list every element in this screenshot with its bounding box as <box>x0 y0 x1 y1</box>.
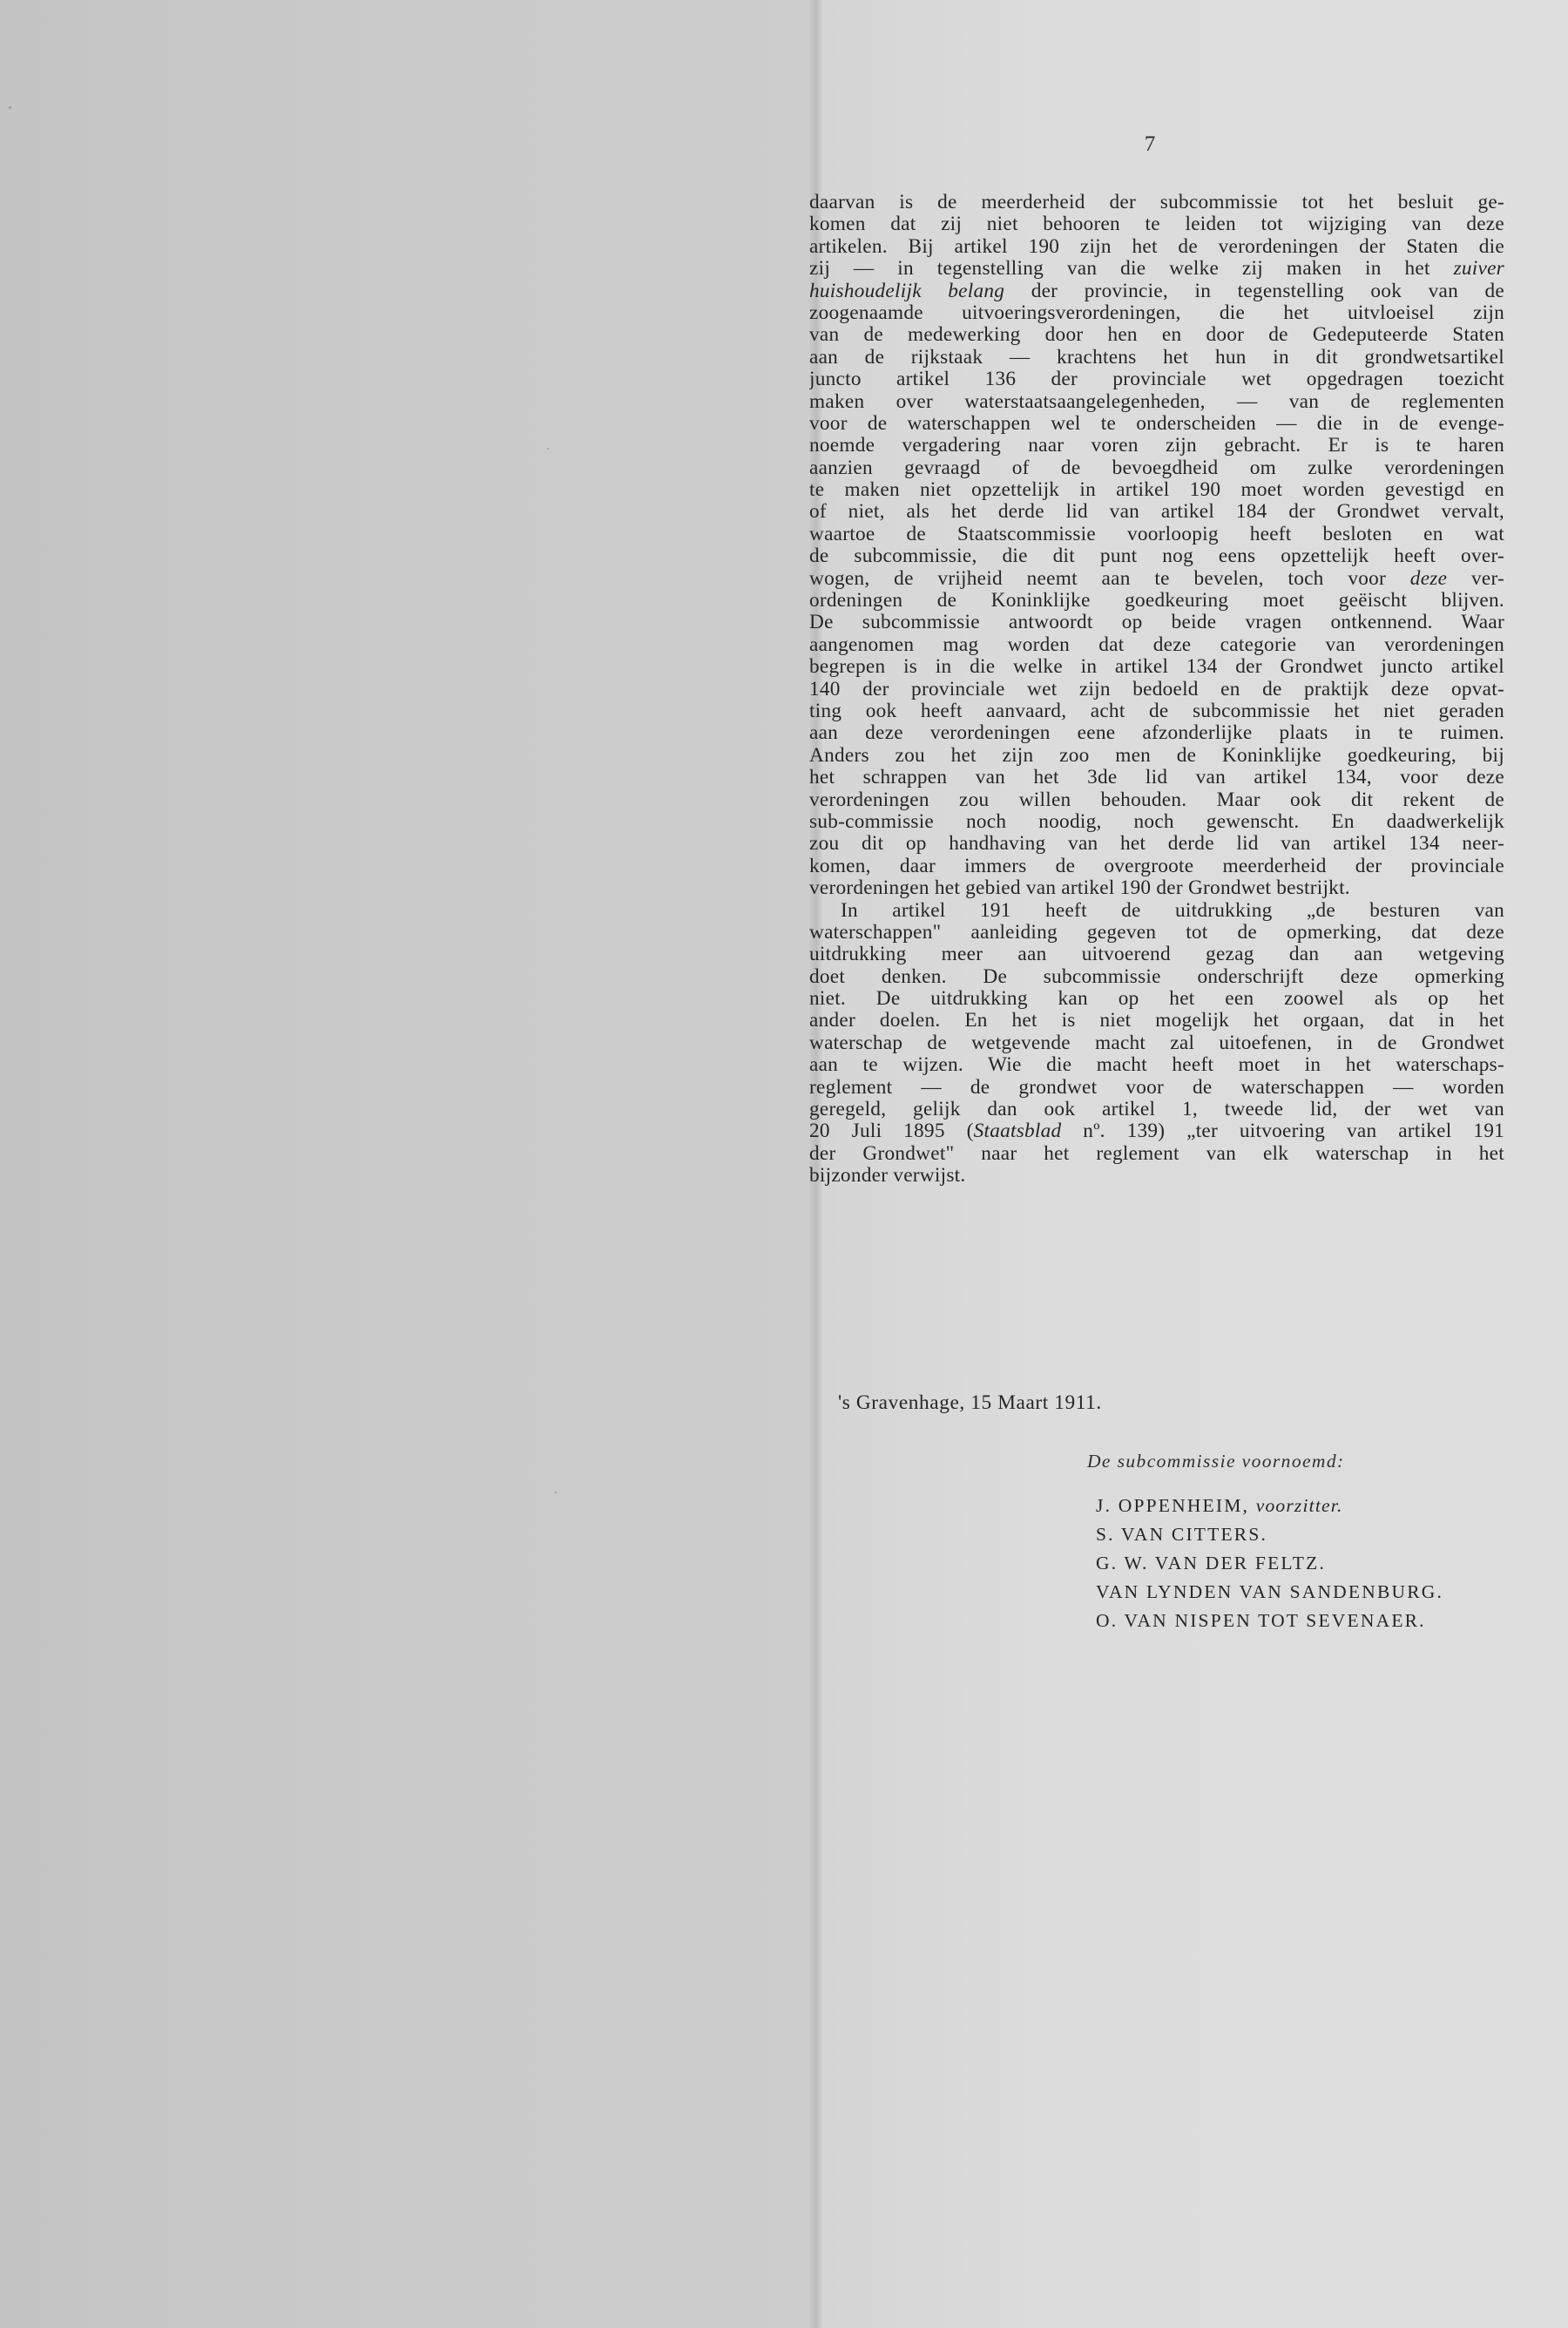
text-line <box>809 1032 1504 1054</box>
text-run: verordeningen zou willen behouden. Maar ook dit rekent de <box>809 788 1504 811</box>
signatory-name: O. VAN NISPEN TOT SEVENAER. <box>1096 1610 1426 1631</box>
text-run: doet denken. De subcommissie onderschrijft deze opmerking <box>809 965 1504 988</box>
text-line <box>809 192 1504 213</box>
text-run: sub-commissie noch noodig, noch gewenscht. En daadwerkelijk <box>809 810 1504 833</box>
text-line <box>809 324 1504 346</box>
text-line <box>809 877 1504 899</box>
text-run: wogen, de vrijheid neemt aan te bevelen, toch voor <box>809 567 1410 590</box>
text-line <box>809 1165 1504 1187</box>
text-line <box>809 679 1504 700</box>
text-run: van de medewerking door hen en door de Gedeputeerde Staten <box>809 324 1504 347</box>
text-line <box>809 1120 1504 1142</box>
italic-phrase: zuiver <box>1453 258 1504 281</box>
text-run: nº. 139) „ter uitvoering van artikel 191 <box>1061 1120 1504 1143</box>
text-run: geregeld, gelijk dan ook artikel 1, tweede lid, der wet van <box>809 1099 1504 1121</box>
text-line <box>809 1054 1504 1076</box>
text-line <box>809 1077 1504 1099</box>
italic-phrase: Staatsblad <box>973 1120 1062 1143</box>
text-run: aan te wijzen. Wie die macht heeft moet in het waterschaps- <box>809 1054 1504 1077</box>
text-run: aan de rijkstaak — krachtens het hun in dit grondwetsartikel <box>809 346 1504 369</box>
signature-heading: De subcommissie voornoemd: <box>1087 1451 1345 1472</box>
text-line <box>809 722 1504 744</box>
text-run: zou dit op handhaving van het derde lid van artikel 134 neer- <box>809 833 1504 856</box>
italic-phrase: deze <box>1409 567 1448 590</box>
text-line <box>809 213 1504 235</box>
text-line <box>809 369 1504 390</box>
text-run: de subcommissie, die dit punt nog eens opzettelijk heeft over- <box>809 545 1504 568</box>
text-run: waartoe de Staatscommissie voorloopig heeft besloten en wat <box>809 523 1504 545</box>
signatory <box>1096 1492 1443 1520</box>
text-line <box>809 590 1504 612</box>
text-line <box>809 612 1504 633</box>
place-and-date: 's Gravenhage, 15 Maart 1911. <box>838 1391 1102 1414</box>
text-line <box>809 1143 1504 1165</box>
text-run: der Grondwet" naar het reglement van elk waterschap in het <box>809 1142 1504 1165</box>
text-run: noemde vergadering naar voren zijn gebracht. Er is te haren <box>809 435 1504 457</box>
text-line <box>809 391 1504 413</box>
text-line <box>809 811 1504 833</box>
text-run: aanzien gevraagd of de bevoegdheid om zulke verordeningen <box>809 457 1504 479</box>
italic-phrase: huishoudelijk belang <box>809 280 1005 302</box>
body-text <box>809 192 1504 1188</box>
text-run: der provincie, in tegenstelling ook van de <box>1004 280 1504 302</box>
text-line <box>809 922 1504 944</box>
text-line <box>809 900 1504 922</box>
text-run: zij — in tegenstelling van die welke zij maken in het <box>809 258 1454 281</box>
page-number: 7 <box>1144 132 1156 156</box>
text-run: bijzonder verwijst. <box>809 1165 966 1188</box>
signatory-name: VAN LYNDEN VAN SANDENBURG. <box>1096 1581 1444 1602</box>
text-line <box>809 347 1504 369</box>
text-run: daarvan is de meerderheid der subcommissie tot het besluit ge- <box>809 192 1504 213</box>
signatories-list <box>1096 1492 1443 1635</box>
text-line <box>809 856 1504 877</box>
text-line <box>809 457 1504 479</box>
text-run: komen dat zij niet behooren te leiden tot wijziging van deze <box>809 213 1504 236</box>
text-line <box>809 745 1504 767</box>
text-run: ordeningen de Koninklijke goedkeuring moet geëischt blijven. <box>809 590 1504 612</box>
signatory <box>1096 1520 1443 1549</box>
text-run: zoogenaamde uitvoeringsverordeningen, die het uitvloeisel zijn <box>809 301 1504 324</box>
text-run: verordeningen het gebied van artikel 190 der Grondwet bestrijkt. <box>809 877 1350 900</box>
text-line <box>809 258 1504 280</box>
signatory <box>1096 1549 1443 1578</box>
text-run: begrepen is in die welke in artikel 134 der Grondwet juncto artikel <box>809 656 1504 679</box>
signatory <box>1096 1578 1443 1607</box>
text-run: ander doelen. En het is niet mogelijk het orgaan, dat in het <box>809 1010 1504 1032</box>
text-line <box>809 501 1504 523</box>
text-run: aan deze verordeningen eene afzonderlijke plaats in te ruimen. <box>809 722 1504 745</box>
text-line <box>809 545 1504 567</box>
text-run: niet. De uitdrukking kan op het een zoowel als op het <box>809 988 1504 1011</box>
text-line <box>809 568 1504 590</box>
text-run: De subcommissie antwoordt op beide vragen ontkennend. Waar <box>809 612 1504 634</box>
text-run: maken over waterstaatsaangelegenheden, — van de reglementen <box>809 390 1504 413</box>
text-line <box>809 479 1504 501</box>
text-run: 20 Juli 1895 ( <box>809 1120 974 1143</box>
paper-speck <box>547 448 549 450</box>
text-run: Anders zou het zijn zoo men de Koninklijke goedkeuring, bij <box>809 744 1504 767</box>
text-run: het schrappen van het 3de lid van artikel 134, voor deze <box>809 767 1504 789</box>
text-run: reglement — de grondwet voor de waterschappen — worden <box>809 1076 1504 1099</box>
text-run: of niet, als het derde lid van artikel 184 der Grondwet vervalt, <box>809 501 1504 524</box>
text-line <box>809 634 1504 656</box>
signatory-role: voorzitter. <box>1255 1495 1343 1516</box>
text-run: waterschap de wetgevende macht zal uitoefenen, in de Grondwet <box>809 1032 1504 1054</box>
text-line <box>809 1099 1504 1120</box>
text-line <box>809 413 1504 435</box>
text-line <box>809 767 1504 788</box>
text-line <box>809 302 1504 324</box>
text-line <box>809 435 1504 457</box>
text-run: uitdrukking meer aan uitvoerend gezag dan aan wetgeving <box>809 944 1504 966</box>
text-line <box>809 656 1504 678</box>
text-line <box>809 281 1504 302</box>
text-run: artikelen. Bij artikel 190 zijn het de verordeningen der Staten die <box>809 235 1504 258</box>
text-line <box>809 1010 1504 1032</box>
text-line <box>809 236 1504 258</box>
text-run: 140 der provinciale wet zijn bedoeld en de praktijk deze opvat- <box>809 678 1504 700</box>
text-line <box>809 944 1504 965</box>
text-run: juncto artikel 136 der provinciale wet opgedragen toezicht <box>809 369 1504 391</box>
text-line <box>809 524 1504 545</box>
text-line <box>809 700 1504 722</box>
paper-speck <box>9 106 11 109</box>
text-run: aangenomen mag worden dat deze categorie van verordeningen <box>809 633 1504 656</box>
signatory <box>1096 1607 1443 1635</box>
text-line <box>809 833 1504 855</box>
text-line <box>809 789 1504 811</box>
text-run: ver- <box>1447 567 1504 590</box>
text-line <box>809 966 1504 988</box>
paper-speck <box>555 1492 557 1493</box>
text-run: te maken niet opzettelijk in artikel 190 moet worden gevestigd en <box>809 479 1504 502</box>
text-run: ting ook heeft aanvaard, acht de subcommissie het niet geraden <box>809 700 1504 722</box>
text-run: voor de waterschappen wel te onderscheiden — die in de evenge- <box>809 412 1504 435</box>
signatory-name: S. VAN CITTERS. <box>1096 1524 1268 1545</box>
signatory-name: J. OPPENHEIM, <box>1096 1495 1250 1516</box>
text-run: In artikel 191 heeft de uitdrukking „de besturen van <box>841 899 1504 922</box>
text-run: komen, daar immers de overgroote meerderheid der provinciale <box>809 855 1504 877</box>
text-line <box>809 988 1504 1010</box>
text-run: waterschappen" aanleiding gegeven tot de opmerking, dat deze <box>809 921 1504 944</box>
signatory-name: G. W. VAN DER FELTZ. <box>1096 1553 1327 1573</box>
